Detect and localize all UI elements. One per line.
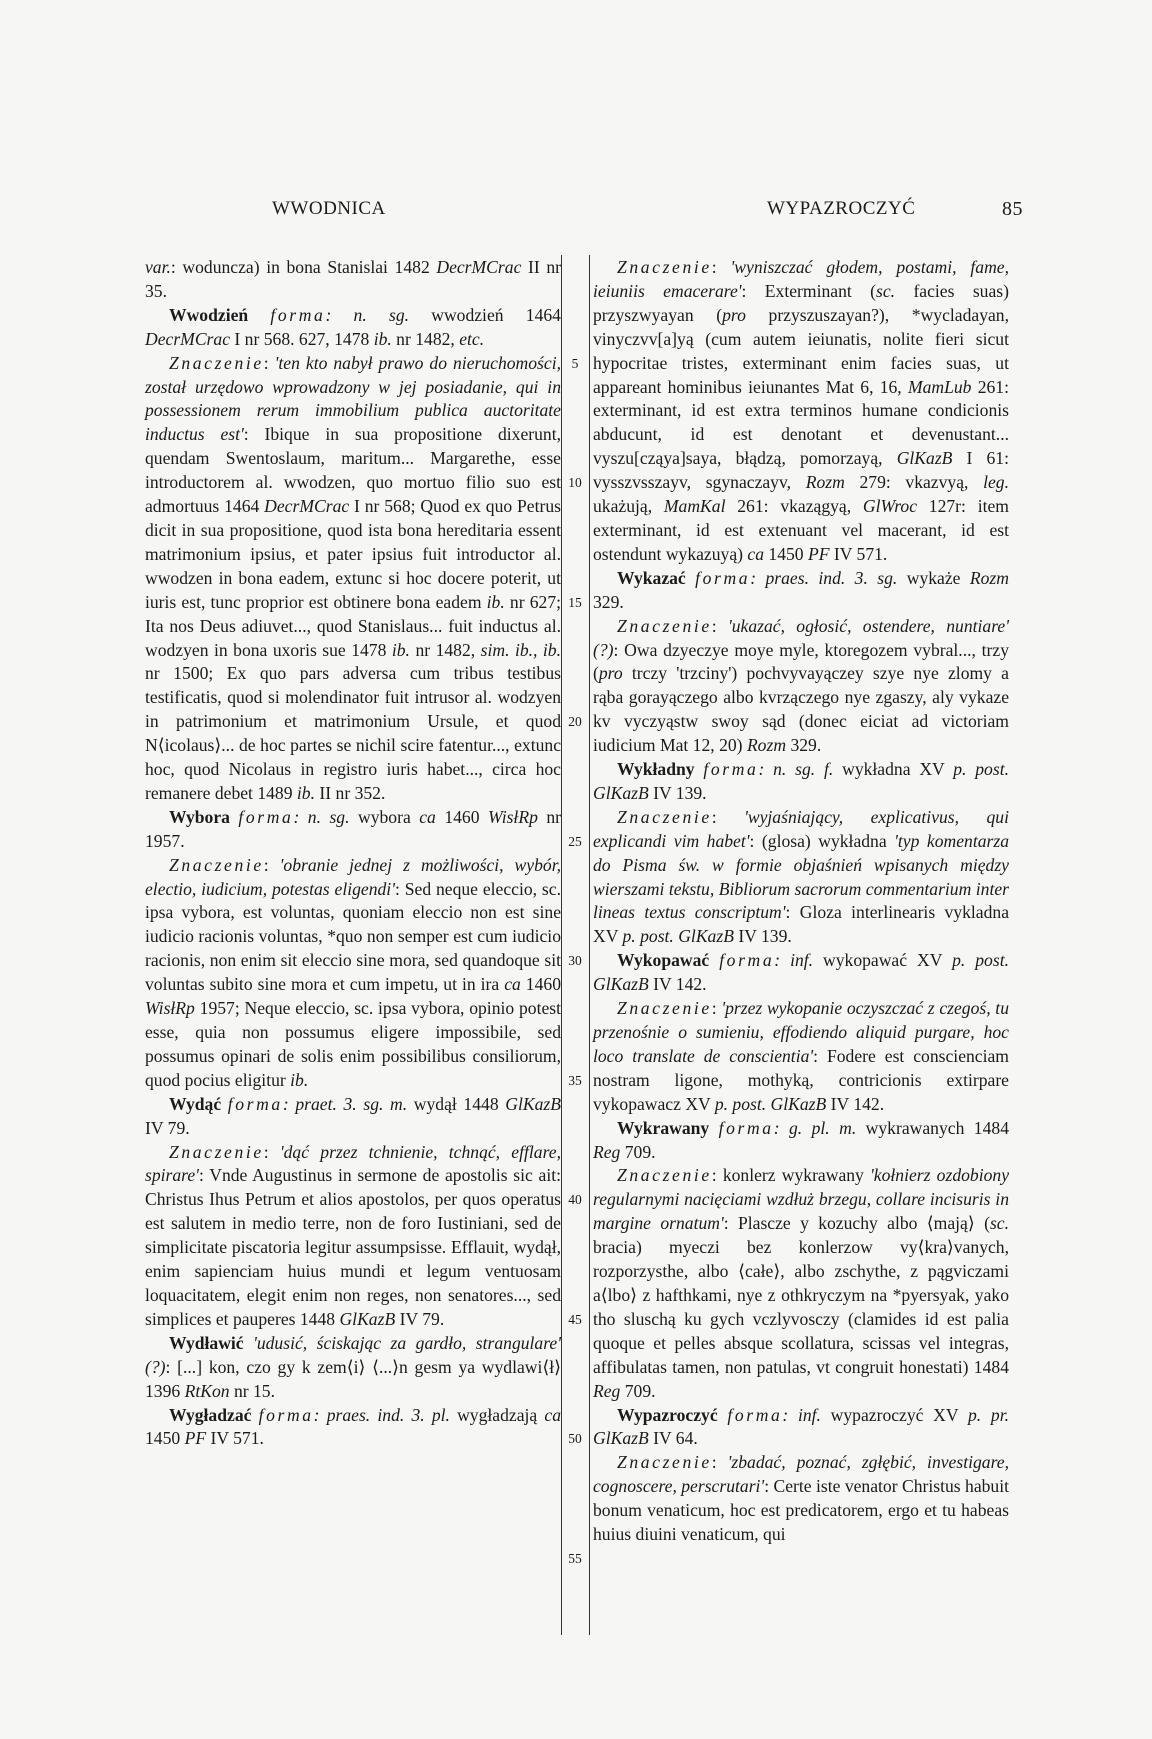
- text-run: :: [711, 257, 731, 277]
- italic-run: etc.: [459, 328, 485, 349]
- text-run: IV 79.: [395, 1308, 445, 1329]
- text-run: :: [263, 1141, 280, 1162]
- text-run: IV 64.: [648, 1428, 698, 1449]
- text-run: wygładzają: [449, 1404, 545, 1425]
- italic-run: ib.: [486, 591, 505, 612]
- left-column: [145, 256, 561, 1451]
- italic-run: pro: [598, 663, 623, 684]
- text-run: : woduncza) in bona Stanislai 1482: [170, 257, 437, 277]
- text-run: II nr 352.: [315, 782, 386, 803]
- text-run: IV 142.: [826, 1093, 885, 1114]
- section-label: Znaczenie: [617, 1165, 712, 1186]
- header-right-headword: WYPAZROCZYĆ: [767, 198, 916, 219]
- text-run: wybora: [349, 806, 420, 827]
- dictionary-entry: [593, 256, 1009, 567]
- text-run: : Sed neque eleccio, sc. ipsa vybora, est voluntas, quoniam eleccio non est sine iudicio racionis voluntas, *quo non semper est cum iudicio racionis, non enim sit eleccio sine mora, sed quandoque sit voluntas subito sine mora et cum impetu, ut in ira: [145, 878, 561, 995]
- dictionary-entry: [145, 352, 561, 806]
- text-run: :: [263, 352, 275, 373]
- text-run: IV 571.: [829, 543, 888, 564]
- italic-run: ca: [544, 1404, 561, 1425]
- italic-run: 'wyjaśniający, explicativus, qui explicandi vim habet': [593, 806, 1009, 851]
- headword: Wykładny: [617, 759, 704, 780]
- text-run: 1957; Neque eleccio, sc. ipsa vybora, opinio potest esse, quia non possumus eligere impossibile, sed possumus opinari de solis enim possibilibus consiliorum, quod pocius eligitur: [145, 998, 561, 1090]
- text-run: 329.: [593, 591, 624, 612]
- line-number: 30: [568, 953, 582, 969]
- line-number: 5: [571, 355, 579, 371]
- section-label: Znaczenie: [169, 1141, 264, 1162]
- line-number: 25: [568, 833, 582, 849]
- dictionary-entry: [145, 1332, 561, 1404]
- text-run: wykaże: [897, 567, 970, 588]
- headword: Wykrawany: [617, 1117, 719, 1138]
- text-run: nr 1482,: [409, 639, 481, 660]
- text-run: : Exterminant (: [741, 280, 876, 301]
- text-run: wwodzień 1464: [409, 304, 561, 325]
- text-run: : [...] kon, czo gy k zem⟨i⟩ ⟨...⟩n gesm ya wydlawi⟨ł⟩ 1396: [145, 1356, 561, 1401]
- dictionary-entry: [593, 1451, 1009, 1547]
- italic-run: : n. sg.: [293, 806, 350, 827]
- dictionary-entry: [145, 1404, 561, 1452]
- text-run: : Certe iste venator Christus habuit bonum venaticum, hoc est predicatorem, ergo et tu habeas huius diuini venaticum, qui: [593, 1476, 1010, 1545]
- text-run: : Plascze y kozuchy albo ⟨mają⟩ (: [723, 1213, 990, 1234]
- text-run: 709.: [620, 1380, 656, 1401]
- page-number: 85: [1002, 198, 1023, 220]
- italic-run: 'obranie jednej z możliwości, wybór, electio, iudicium, potestas eligendi': [145, 854, 561, 899]
- text-run: : Ibique in sua propositione dixerunt, quendam Swentoslaum, maritum... Margarethe, esse introductorem al. wwodzen, quo mortuo filio suo est admortuus 1464: [145, 424, 561, 517]
- text-run: wypazroczyć XV: [820, 1404, 968, 1425]
- dictionary-entry: [593, 1164, 1009, 1403]
- text-run: :: [711, 998, 722, 1019]
- dictionary-entry: [145, 854, 561, 1093]
- text-run: 1450: [764, 543, 808, 564]
- section-label: forma: [227, 1093, 283, 1114]
- line-number: 40: [568, 1192, 582, 1208]
- section-label: forma: [703, 759, 759, 780]
- italic-run: : praes. ind. 3. sg.: [750, 567, 898, 588]
- text-run: : Owa dzyeczye moye myle, ktoregozem vybral..., trzy (: [593, 639, 1009, 684]
- dictionary-entry: [145, 806, 561, 854]
- italic-run: ca: [419, 806, 436, 827]
- italic-run: p. post. GlKazB: [622, 926, 734, 947]
- italic-run: RtKon: [184, 1380, 230, 1401]
- text-run: trczy 'trzciny') pochvyvayączey szye nye zlomy a rąba gorayączego albo kvrzączego nye zgaszy, aly vykaze kv vyczyąstw swoy sąd (donec eiciat ad victoriam iudicium Mat 12, 20): [593, 663, 1009, 756]
- italic-run: Rozm: [805, 472, 845, 493]
- italic-run: DecrMCrac: [145, 328, 231, 349]
- italic-run: GlKazB: [339, 1308, 396, 1329]
- right-column: [593, 256, 1009, 1547]
- text-run: wykrawanych 1484: [856, 1117, 1009, 1138]
- text-run: : Vnde Augustinus in sermone de apostolis sic ait: Christus Ihus Petrum et alios apostolos, per quos operatus est salutem in medio terre, non de foro Iustiniani, sed de simplicitate piscatoria legitur assumpsisse. Efflauit, wydął, enim sapienciam huius mundi et legum ventuosam loquacitatem, elegit enim non reges, non senatores..., sed simplices et pauperes 1448: [145, 1165, 561, 1329]
- dictionary-entry: [593, 1404, 1009, 1452]
- running-header: [0, 198, 1152, 228]
- italic-run: leg.: [983, 472, 1009, 493]
- text-run: IV 139.: [733, 926, 792, 947]
- dictionary-entry: [145, 304, 561, 352]
- dictionary-entry: [593, 1117, 1009, 1165]
- headword: Wykazać: [617, 567, 696, 588]
- italic-run: 'przez wykopanie oczyszczać z czegoś, tu przenośnie o sumieniu, effodiendo aliquid purgare, hoc loco translate de conscientia': [593, 998, 1009, 1066]
- italic-run: ib.: [296, 782, 316, 803]
- italic-run: : praes. ind. 3. pl.: [313, 1404, 450, 1425]
- line-number: 50: [568, 1431, 582, 1447]
- text-run: nr 627; Ita nos Deus adiuvet..., quod Stanislaus... fuit inductus al. wodzyen in bona uxoris sue 1478: [145, 591, 562, 660]
- section-label: Znaczenie: [169, 854, 264, 875]
- italic-run: sc.: [876, 280, 896, 301]
- text-run: IV 139.: [648, 782, 707, 803]
- italic-run: : g. pl. m.: [773, 1117, 857, 1138]
- italic-run: GlKazB: [505, 1093, 561, 1114]
- dictionary-entry: [593, 806, 1009, 949]
- text-run: wydął 1448: [407, 1093, 506, 1114]
- italic-run: PF: [808, 543, 830, 564]
- headword: Wwodzień: [169, 304, 271, 325]
- text-run: 127r: item exterminant, id est extenuant vel macerant, id est ostendunt wykazuyą): [593, 496, 1009, 564]
- italic-run: ib.: [373, 328, 392, 349]
- text-run: II nr 35.: [145, 257, 561, 301]
- italic-run: p. pr. GlKazB: [593, 1404, 1009, 1449]
- italic-run: Reg: [593, 1380, 621, 1401]
- text-run: wykopawać XV: [813, 950, 953, 971]
- text-run: ukażują,: [593, 496, 664, 517]
- italic-run: MamKal: [663, 496, 726, 517]
- text-run: I nr 568. 627, 1478: [230, 328, 374, 349]
- headword: Wydąć: [169, 1093, 228, 1114]
- italic-run: Reg: [593, 1141, 621, 1162]
- section-label: Znaczenie: [617, 1452, 712, 1473]
- italic-run: p. post. GlKazB: [714, 1093, 827, 1114]
- text-run: bracia) myeczi bez konlerzow vy⟨kra⟩vanych, rozporzysthe, albo ⟨całe⟩, albo zschythe, z pągviczami a⟨lbo⟩ z hafthkami, nye z othkryczym na *pyersyak, yako tho sluschą ku gych vczlyvosczy (clamides id est palia quoque et pelles absque scollatura, scissas vel integras, affibulatas tamen, non patulas, vt congruit honestati) 1484: [593, 1237, 1009, 1377]
- text-run: 1460: [520, 974, 561, 995]
- section-label: Znaczenie: [617, 615, 712, 636]
- text-run: 261: exterminant, id est extra terminos humane condicionis abducunt, id est denotant et devenustant... vyszu[cząya]saya, błądzą, pomorzayą,: [593, 376, 1009, 469]
- italic-run: WisłRp: [145, 998, 195, 1019]
- italic-run: ib.: [290, 1069, 309, 1090]
- headword: Wybora: [169, 806, 239, 827]
- italic-run: 'kołnierz ozdobiony regularnymi nacięciami wzdłuż brzegu, collare incisuris in margine ornatum': [593, 1165, 1010, 1234]
- italic-run: : n. sg. f.: [758, 759, 834, 780]
- italic-run: : n. sg.: [325, 304, 410, 325]
- italic-run: 'ten kto nabył prawo do nieruchomości, został urzędowo wprowadzony w jej posiadanie, qui in possessionem rerum immobilium publica auctoritate inductus est': [145, 352, 561, 445]
- line-number-gutter: [561, 256, 589, 1646]
- text-run: 1460: [435, 806, 489, 827]
- section-label: Znaczenie: [617, 806, 712, 827]
- text-run: nr 1500; Ex quo pars adversa cum tribus testibus testificatis, quod si molendinator fuit intrusor al. wodzyen in patrimonium et matrimonium Ursule, et quod N⟨icolaus⟩... de hoc partes se nichil scire fatentur..., extunc hoc, quod Nicolaus in registro iuris habet..., circa hoc remanere debet 1489: [145, 663, 561, 803]
- italic-run: Rozm: [969, 567, 1009, 588]
- italic-run: 'wyniszczać głodem, postami, fame, ieiuniis emacerare': [593, 257, 1009, 301]
- italic-run: p. post. GlKazB: [593, 950, 1009, 995]
- dictionary-entry: [145, 1093, 561, 1141]
- text-run: 329.: [786, 735, 822, 756]
- headword: Wydławić: [169, 1332, 254, 1353]
- text-run: przyszuszayan?), *wycladayan, vinyczvv[a]yą (cum autem ieiunatis, nolite fieri sicut hypocritae tristes, exterminant enim facies suas, ut appareant hominibus ieiunantes Mat 6, 16,: [593, 304, 1009, 397]
- italic-run: pro: [722, 304, 746, 325]
- section-label: forma: [719, 950, 775, 971]
- italic-run: ca: [504, 974, 521, 995]
- headword: Wygładzać: [169, 1404, 259, 1425]
- italic-run: 'udusić, ściskając za gardło, strangulare' (?): [145, 1332, 561, 1377]
- italic-run: var.: [145, 257, 171, 277]
- headword: Wypazroczyć: [617, 1404, 728, 1425]
- italic-run: Rozm: [746, 735, 787, 756]
- text-run: :: [263, 854, 280, 875]
- italic-run: DecrMCrac: [264, 496, 350, 517]
- dictionary-entry: [593, 949, 1009, 997]
- section-label: forma: [270, 304, 326, 325]
- section-label: forma: [238, 806, 294, 827]
- italic-run: 'dąć przez tchnienie, tchnąć, efflare, spirare': [145, 1141, 561, 1186]
- italic-run: : praet. 3. sg. m.: [282, 1093, 408, 1114]
- text-run: : konlerz wykrawany: [711, 1165, 871, 1186]
- dictionary-entry: [145, 1141, 561, 1332]
- section-label: Znaczenie: [617, 257, 712, 277]
- italic-run: : inf.: [782, 1404, 821, 1425]
- text-run: 709.: [620, 1141, 656, 1162]
- text-run: 279: vkazvyą,: [844, 472, 984, 493]
- dictionary-entry: [593, 758, 1009, 806]
- text-run: 261: vkazągyą,: [725, 496, 863, 517]
- headword: Wykopawać: [617, 950, 720, 971]
- line-number: 10: [568, 475, 582, 491]
- italic-run: 'ukazać, ogłosić, ostendere, nuntiare' (?): [593, 615, 1009, 660]
- italic-run: PF: [184, 1428, 207, 1449]
- italic-run: ib.: [391, 639, 410, 660]
- dictionary-entry: [593, 997, 1009, 1117]
- text-run: IV 571.: [206, 1428, 264, 1449]
- section-label: forma: [727, 1404, 783, 1425]
- text-run: nr 1957.: [145, 806, 562, 851]
- entry-continuation: [145, 256, 561, 304]
- text-run: I nr 568; Quod ex quo Petrus dicit in sua propositione, quod ista bona hereditaria essent matrimonium ipsius, et pater ipsius fuit introductor al. wwodzen in bona eadem, extunc si hoc docere poterit, ut iuris est, tunc proprior est obtinere bona eadem: [145, 496, 561, 612]
- line-number: 20: [568, 714, 582, 730]
- line-number: 35: [568, 1072, 582, 1088]
- section-label: Znaczenie: [617, 998, 712, 1019]
- italic-run: DecrMCrac: [436, 257, 522, 277]
- column-rule-right: [589, 255, 590, 1635]
- section-label: forma: [718, 1117, 774, 1138]
- section-label: Znaczenie: [169, 352, 264, 373]
- dictionary-entry: [593, 567, 1009, 615]
- italic-run: ca: [747, 543, 765, 564]
- text-run: I 61: vysszvsszayv, sgynaczayv,: [593, 448, 1009, 493]
- line-number: 55: [568, 1550, 582, 1566]
- text-run: 1450: [145, 1428, 185, 1449]
- section-label: forma: [695, 567, 751, 588]
- text-run: :: [711, 806, 745, 827]
- italic-run: GlKazB: [896, 448, 953, 469]
- dictionary-entry: [593, 615, 1009, 758]
- italic-run: WisłRp: [488, 806, 538, 827]
- text-run: :: [711, 615, 728, 636]
- italic-run: sc.: [989, 1213, 1009, 1234]
- text-run: facies suas) przyszwyayan (: [593, 280, 1009, 325]
- italic-run: sim. ib., ib.: [480, 639, 561, 660]
- italic-run: 'typ komentarza do Pisma św. w formie objaśnień wpisanych między wierszami tekstu, Bibliorum sacrorum commentarium inter lineas textus conscriptum': [593, 830, 1009, 923]
- text-run: IV 79.: [145, 1117, 190, 1138]
- text-run: : Fodere est conscienciam nostram ligone, mothyką, contricionis extirpare vykopawacz XV: [593, 1045, 1009, 1114]
- line-number: 15: [568, 594, 582, 610]
- text-run: nr 1482,: [391, 328, 460, 349]
- text-run: wykładna XV: [833, 759, 954, 780]
- italic-run: 'zbadać, poznać, zgłębić, investigare, cognoscere, perscrutari': [593, 1452, 1009, 1497]
- header-left-headword: WWODNICA: [272, 198, 386, 219]
- text-run: : Gloza interlinearis vykladna XV: [593, 902, 1010, 947]
- text-run: :: [711, 1452, 728, 1473]
- text-run: : (glosa) wykładna: [749, 830, 895, 851]
- line-number: 45: [568, 1311, 582, 1327]
- italic-run: MamLub: [907, 376, 972, 397]
- italic-run: : inf.: [774, 950, 814, 971]
- section-label: forma: [258, 1404, 314, 1425]
- text-run: nr 15.: [229, 1380, 276, 1401]
- italic-run: GlWroc: [862, 496, 917, 517]
- text-run: IV 142.: [648, 974, 707, 995]
- italic-run: p. post. GlKazB: [593, 759, 1009, 803]
